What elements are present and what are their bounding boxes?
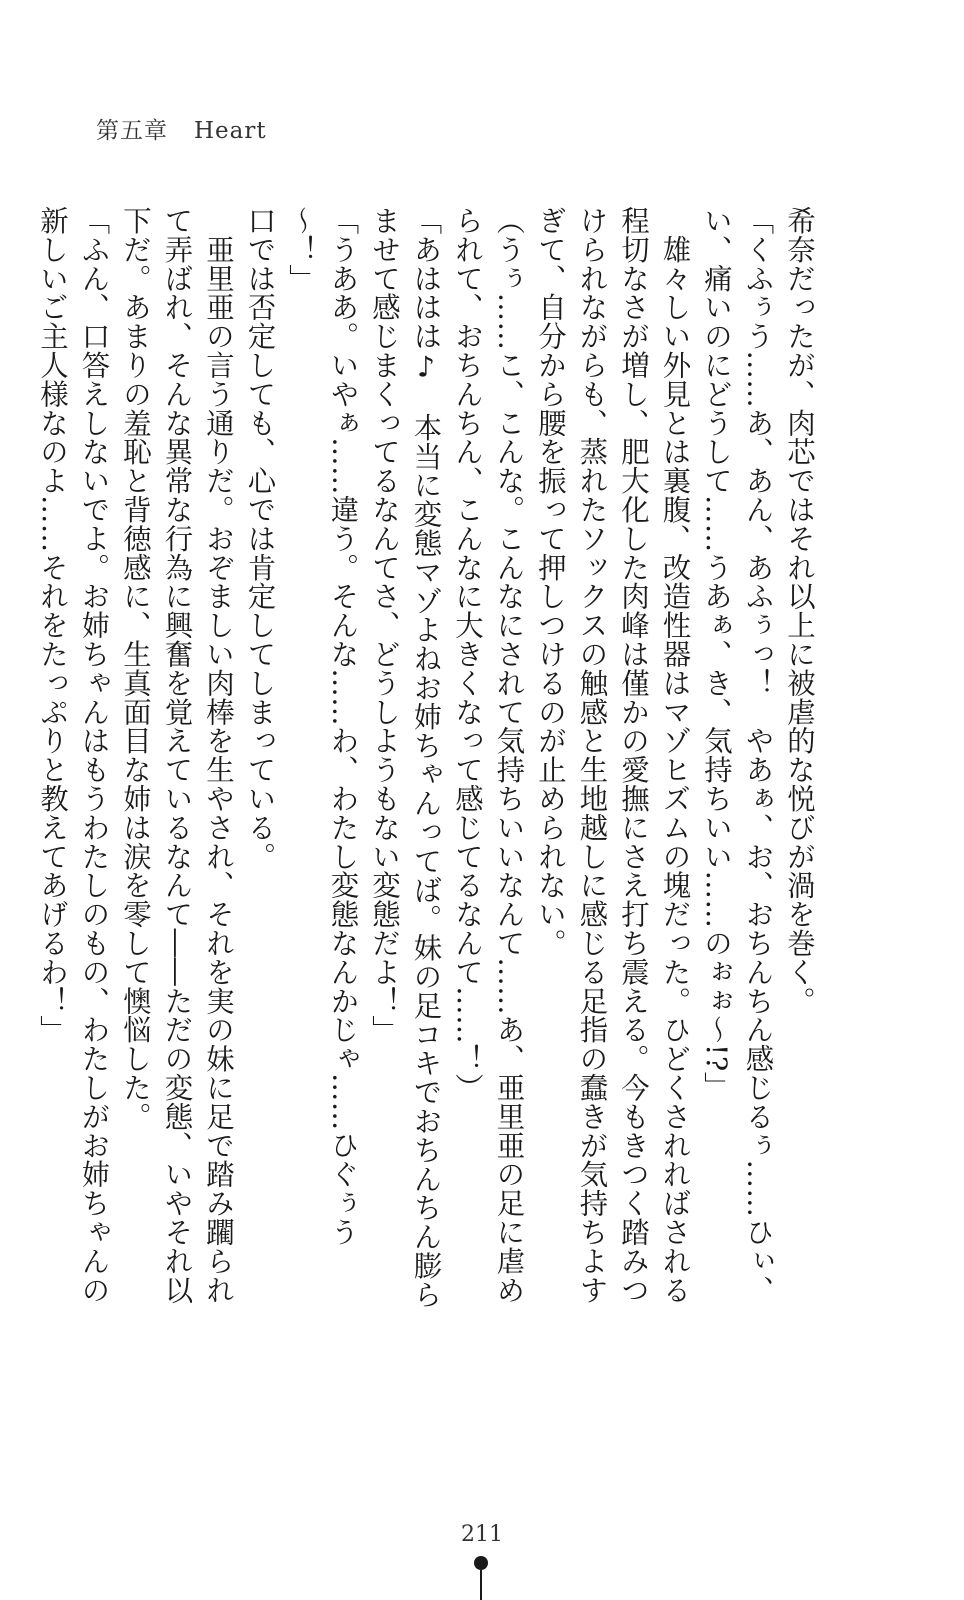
paragraph: 雄々しい外見とは裏腹、改造性器はマゾヒズムの塊だった。ひどくされればされる程切なさが増し、肥大化した肉峰は僅かの愛撫にさえ打ち震える。今もきつく踏みつけられながらも、蒸れたソックスの触感と生地越しに感じる足指の蠢きが気持ちよすぎて、自分から腰を振って押しつけるのが止められない。 [534, 206, 692, 1305]
chapter-title: Heart [194, 118, 267, 144]
vertical-body-text [36, 206, 820, 1316]
paragraph: 「あははは♪ 本当に変態マゾよねお姉ちゃんってば。妹の足コキでおちんちん膨らませて感じまくってるなんてさ、どうしようもない変態だよ！」 [368, 206, 443, 1309]
paragraph: 希奈だったが、肉芯ではそれ以上に被虐的な悦びが渦を巻く。 [783, 206, 816, 1016]
chapter-label: 第五章 [96, 118, 168, 144]
paragraph: 「うああ。いやぁ……違う。そんな……わ、わたし変態なんかじゃ……ひぐぅう～！」 [285, 206, 360, 1247]
page-marker-dot [474, 1556, 488, 1570]
page-number: 211 [461, 1522, 503, 1547]
paragraph: 「ふん、口答えしないでよ。お姉ちゃんはもうわたしのもの、わたしがお姉ちゃんの新しいご主人様なのよ……それをたっぷりと教えてあげるわ！」 [36, 206, 111, 1305]
running-header [96, 112, 267, 145]
paragraph: 口では否定しても、心では肯定してしまっている。 [243, 206, 277, 871]
paragraph: 「くふぅう……あ、あん、あふぅっ！ やあぁ、お、おちんちん感じるぅ……ひぃ、い、痛いのにどうして……うあぁ、き、気持ちいい……のぉぉ～!?」 [700, 206, 775, 1305]
paragraph: （うぅ……こ、こんな。こんなにされて気持ちいいなんて……あ、亜里亜の足に虐められて、おちんちん、こんなに大きくなって感じてるなんて……！） [451, 206, 526, 1305]
page-marker-line [480, 1570, 482, 1600]
paragraph: 亜里亜の言う通りだ。おぞましい肉棒を生やされ、それを実の妹に足で踏み躙られて弄ばれ、そんな異常な行為に興奮を覚えているなんて――ただの変態、いやそれ以下だ。あまりの羞恥と背徳感に、生真面目な姉は涙を零して懊悩した。 [119, 206, 235, 1305]
